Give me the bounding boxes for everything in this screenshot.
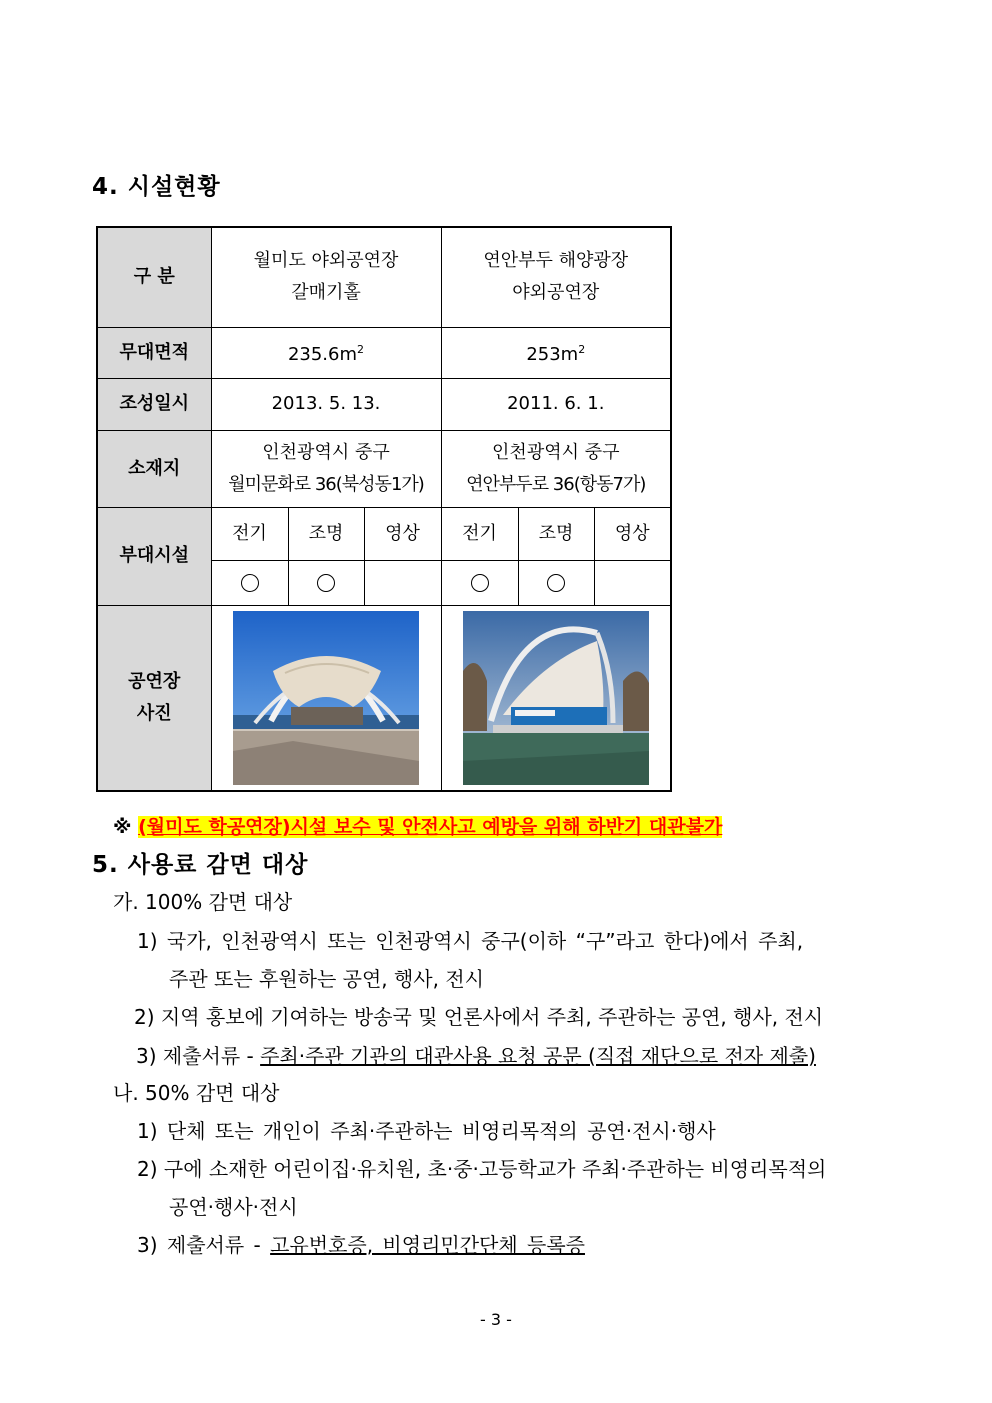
section-4-title: 4. 시설현황 xyxy=(92,174,221,200)
list-item-continuation: 주관 또는 후원하는 공연, 행사, 전시 xyxy=(169,967,484,991)
venue1-date: 2013. 5. 13. xyxy=(211,378,441,430)
facility-mark-cell xyxy=(441,560,518,605)
venue1-location: 인천광역시 중구 월미문화로 36(북성동1가) xyxy=(211,430,441,507)
row-header-category: 구 분 xyxy=(97,227,211,327)
list-item: 3) 제출서류 - 고유번호증, 비영리민간단체 등록증 xyxy=(137,1233,585,1257)
facility-video-2: 영상 xyxy=(594,507,671,560)
facility-electric-2: 전기 xyxy=(441,507,518,560)
venue2-name: 연안부두 해양광장 야외공연장 xyxy=(441,227,671,327)
facility-lighting-2: 조명 xyxy=(518,507,594,560)
venue2-photo xyxy=(463,611,649,785)
venue2-location: 인천광역시 중구 연안부두로 36(항동7가) xyxy=(441,430,671,507)
circle-mark-icon xyxy=(241,574,259,592)
circle-mark-icon xyxy=(317,574,335,592)
facility-video-1: 영상 xyxy=(364,507,441,560)
facilities-label: 부대시설 xyxy=(97,507,211,605)
section-5-title: 5. 사용료 감면 대상 xyxy=(92,852,309,878)
venue1-name: 월미도 야외공연장 갈매기홀 xyxy=(211,227,441,327)
facility-table xyxy=(96,226,672,792)
notice xyxy=(113,812,722,839)
list-item-continuation: 공연·행사·전시 xyxy=(169,1195,298,1219)
facility-mark-cell xyxy=(364,560,441,605)
facility-mark-cell xyxy=(518,560,594,605)
date-label: 조성일시 xyxy=(97,378,211,430)
facility-mark-cell xyxy=(211,560,288,605)
list-item: 2) 지역 홍보에 기여하는 방송국 및 언론사에서 주최, 주관하는 공연, 행사, 전시 xyxy=(134,1005,824,1029)
facility-mark-cell xyxy=(288,560,364,605)
list-item: 1) 단체 또는 개인이 주최·주관하는 비영리목적의 공연·전시·행사 xyxy=(137,1119,716,1143)
circle-mark-icon xyxy=(471,574,489,592)
facility-lighting-1: 조명 xyxy=(288,507,364,560)
venue1-photo-cell xyxy=(211,605,441,791)
list-item: 1) 국가, 인천광역시 또는 인천광역시 중구(이하 “구”라고 한다)에서 주최, xyxy=(137,929,804,953)
venue2-photo-cell xyxy=(441,605,671,791)
venue2-date: 2011. 6. 1. xyxy=(441,378,671,430)
subsection-a-heading: 가. 100% 감면 대상 xyxy=(113,890,293,914)
page-number: - 3 - xyxy=(480,1310,512,1329)
circle-mark-icon xyxy=(547,574,565,592)
required-documents: 주최·주관 기관의 대관사용 요청 공문 (직접 재단으로 전자 제출) xyxy=(260,1044,816,1068)
list-item: 2) 구에 소재한 어린이집·유치원, 초·중·고등학교가 주최·주관하는 비영리목적의 xyxy=(137,1157,827,1181)
facility-mark-cell xyxy=(594,560,671,605)
photo-label: 공연장 사진 xyxy=(97,605,211,791)
facility-electric-1: 전기 xyxy=(211,507,288,560)
list-item: 3) 제출서류 - 주최·주관 기관의 대관사용 요청 공문 (직접 재단으로 전자 제출) xyxy=(136,1044,816,1068)
notice-text: (월미도 학공연장)시설 보수 및 안전사고 예방을 위해 하반기 대관불가 xyxy=(138,816,723,838)
area-label: 무대면적 xyxy=(97,327,211,378)
venue1-photo xyxy=(233,611,419,785)
required-documents: 고유번호증, 비영리민간단체 등록증 xyxy=(270,1233,585,1257)
location-label: 소재지 xyxy=(97,430,211,507)
subsection-b-heading: 나. 50% 감면 대상 xyxy=(113,1081,280,1105)
venue2-area: $253m^2$ xyxy=(441,327,671,378)
reference-mark: ※ xyxy=(113,816,132,838)
venue1-area: $235.6m^2$ xyxy=(211,327,441,378)
